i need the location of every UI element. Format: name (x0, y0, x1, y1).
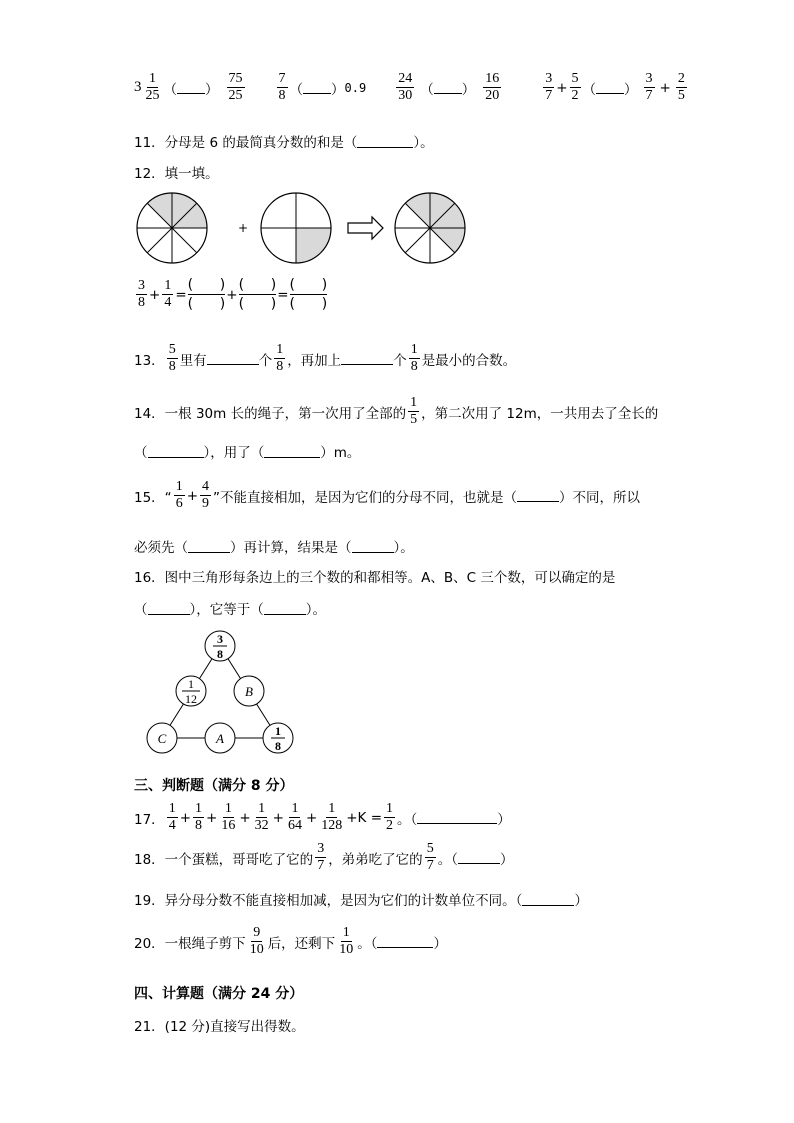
arrow-right-icon (348, 217, 383, 239)
node-A (205, 723, 235, 753)
section-3-heading: 三、判断题（满分 8 分） (134, 778, 294, 794)
circle-eighths-result (395, 193, 465, 263)
q12-equation: $\frac{3}{8}$ + $\frac{1}{4}$ = ( ) ( ) + ( ) ( ) = ( ) ( ) (138, 277, 328, 312)
blank-fraction[interactable]: ( ) ( ) (289, 277, 328, 312)
question-11: 11．分母是 6 的最简真分数的和是（ ）。 (134, 135, 434, 151)
answer-blank[interactable] (417, 811, 497, 824)
compare-row: 3 $\frac{1}{25}$ （ ） $\frac{75}{25}$ $\frac{7}{8}$ （ ） 0.9 $\frac{24}{30}$ （ ） $\frac{16}{20}$ $\frac{3}{7}$ + $\frac{5}{2}$ （ ） $\frac{3}{7}$ + $\frac{2}{5}$ (134, 71, 685, 103)
blank-fraction[interactable]: ( ) ( ) (187, 277, 226, 312)
section-4-heading: 四、计算题（满分 24 分） (134, 986, 304, 1002)
node-right (263, 723, 293, 753)
answer-blank[interactable] (341, 352, 393, 365)
svg-text:A: A (216, 731, 224, 746)
answer-blank[interactable] (352, 540, 394, 553)
answer-blank[interactable] (264, 445, 320, 458)
answer-blank[interactable] (458, 851, 500, 864)
question-21: 21．(12 分)直接写出得数。 (134, 1019, 305, 1035)
answer-blank[interactable] (177, 81, 205, 94)
fraction-circles-figure (134, 190, 474, 266)
question-16-line2: （ ），它等于（ ）。 (134, 602, 326, 618)
node-top (205, 631, 235, 661)
answer-blank[interactable] (596, 81, 624, 94)
svg-text:B: B (245, 684, 253, 699)
svg-text:12: 12 (185, 692, 197, 706)
answer-blank[interactable] (207, 352, 259, 365)
answer-blank[interactable] (303, 81, 331, 94)
question-17: 17． $\frac{1}{4}$ + $\frac{1}{8}$ + $\frac{1}{16}$ + $\frac{1}{32}$ + $\frac{1}{64}$ + $\frac{1}{128}$ +K = $\frac{1}{2}$ 。（ ） (134, 801, 511, 833)
answer-blank[interactable] (522, 893, 574, 906)
question-12: 12．填一填。 (134, 166, 219, 182)
svg-text:1: 1 (275, 724, 281, 738)
svg-text:8: 8 (217, 647, 223, 661)
triangle-figure (140, 628, 310, 758)
answer-blank[interactable] (264, 602, 306, 615)
answer-blank[interactable] (434, 81, 462, 94)
answer-blank[interactable] (517, 489, 559, 502)
answer-blank[interactable] (357, 135, 413, 148)
node-C (147, 723, 177, 753)
svg-text:8: 8 (275, 739, 281, 753)
blank-fraction[interactable]: ( ) ( ) (238, 277, 277, 312)
node-left (176, 676, 206, 706)
svg-text:C: C (157, 731, 167, 746)
fraction: $\frac{1}{25}$ (145, 71, 160, 103)
circle-eighths-shaded-3 (137, 193, 207, 263)
question-20: 20．一根绳子剪下 $\frac{9}{10}$ 后，还剩下 $\frac{1}{10}$ 。（ ） (134, 925, 447, 957)
question-18: 18．一个蛋糕，哥哥吃了它的 $\frac{3}{7}$ ，弟弟吃了它的 $\frac{5}{7}$ 。（ ） (134, 841, 514, 873)
answer-blank[interactable] (188, 540, 230, 553)
svg-text:1: 1 (188, 677, 194, 691)
plus-sign: + (238, 221, 249, 235)
question-14-line2: （ ），用了（ ）m。 (134, 445, 361, 461)
question-16: 16．图中三角形每条边上的三个数的和都相等。A、B、C 三个数，可以确定的是 (134, 570, 616, 586)
answer-blank[interactable] (148, 445, 204, 458)
svg-text:3: 3 (217, 632, 223, 646)
question-19: 19．异分母分数不能直接相加减，是因为它们的计数单位不同。（ ） (134, 893, 588, 909)
answer-blank[interactable] (148, 602, 190, 615)
question-15-line2: 必须先（ ）再计算，结果是（ ）。 (134, 540, 414, 556)
answer-blank[interactable] (377, 935, 433, 948)
question-15: 15．“ $\frac{1}{6}$ + $\frac{4}{9}$ ”不能直接相加，是因为它们的分母不同，也就是（ ）不同，所以 (134, 479, 640, 511)
circle-quarters-shaded-1 (261, 193, 331, 263)
node-B (234, 676, 264, 706)
question-13: 13． $\frac{5}{8}$ 里有 个 $\frac{1}{8}$ ，再加上 个 $\frac{1}{8}$ 是最小的合数。 (134, 342, 517, 374)
question-14: 14．一根 30m 长的绳子，第一次用了全部的 $\frac{1}{5}$ ，第二次用了 12m，一共用去了全长的 (134, 395, 659, 427)
